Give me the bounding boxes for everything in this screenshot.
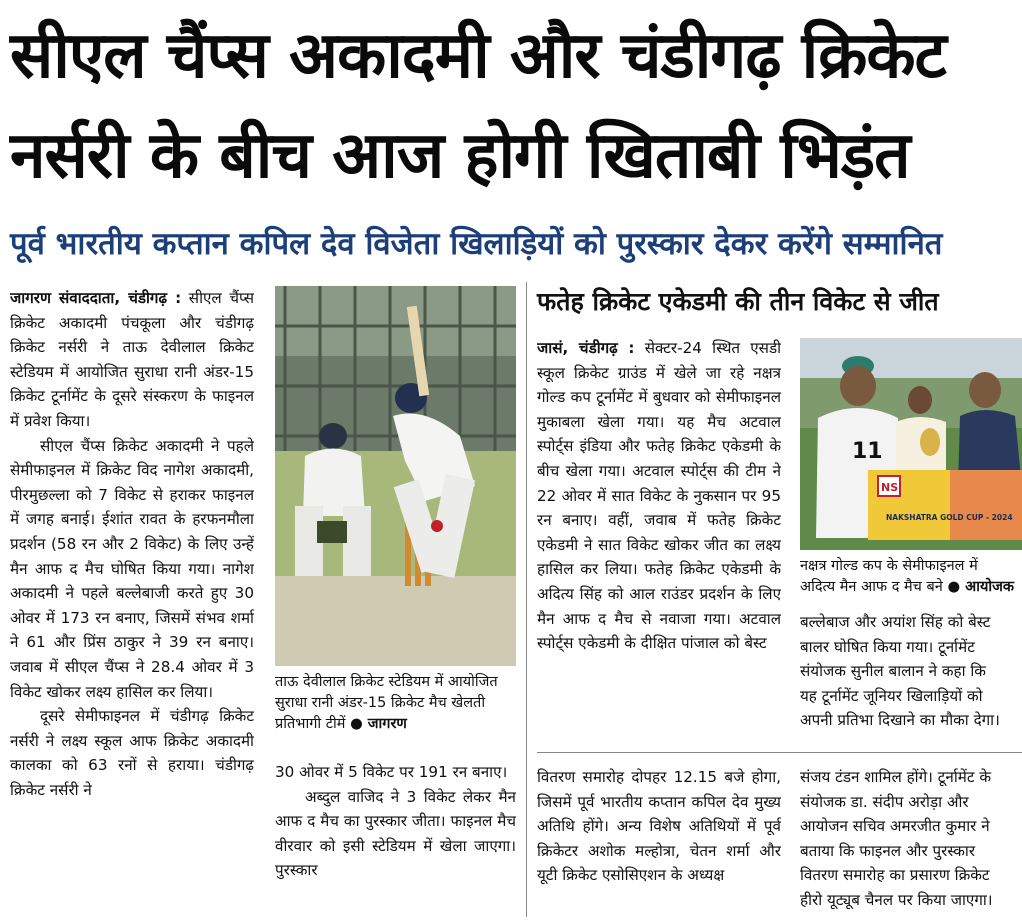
photo1-caption xyxy=(275,672,516,735)
story1-col4-line3: आयोजन सचिव अमरजीत कुमार ने xyxy=(800,817,990,836)
banner-text: NAKSHATRA GOLD CUP - 2024 xyxy=(886,513,1013,522)
story1-column1 xyxy=(10,286,254,921)
column-divider xyxy=(526,282,527,917)
story1-col4-line4: बताया कि फाइनल और पुरस्कार xyxy=(800,841,976,860)
subheadline: पूर्व भारतीय कप्तान कपिल देव विजेता खिलाड़ियों को पुरस्कार देकर करेंगे सम्मानित xyxy=(10,226,943,262)
award-photo xyxy=(800,338,1022,550)
story2-col2-line3: संयोजक सुनील बालान ने कहा कि xyxy=(800,662,986,681)
story2-col2-line1: बल्लेबाज और अयांश सिंह को बेस्ट xyxy=(800,613,991,631)
story1-column2 xyxy=(275,760,516,920)
main-headline-line1: सीएल चैंप्स अकादमी और चंडीगढ़ क्रिकेट xyxy=(10,19,946,93)
photo2-caption-line1: नक्षत्र गोल्ड कप के सेमीफाइनल में xyxy=(800,558,978,574)
story2-column xyxy=(537,336,781,740)
story1-col4-line6: हीरो यूट्यूब चैनल पर किया जाएगा। xyxy=(800,890,993,909)
story1-paragraph4: 30 ओवर में 5 विकेट पर 191 रन बनाए। xyxy=(275,763,508,781)
story1-column3 xyxy=(537,765,781,921)
story2-headline: फतेह क्रिकेट एकेडमी की तीन विकेट से जीत xyxy=(537,287,939,316)
story1-paragraph2: सीएल चैंप्स क्रिकेट अकादमी ने पहले सेमीफाइनल में क्रिकेट विद नागेश अकादमी, पीरमुछल्ला को 7 विकेट से हराकर फाइनल में जगह बनाई। ईशांत रावत के हरफनमौला प्रदर्शन (58 रन और 2 विकेट) के लिए उन्हें मैन आफ द मैच घोषित किया गया। नागेश अकादमी ने पहले बल्लेबाजी करते हुए 30 ओवर में 173 रन बनाए, जिसमें संभव शर्मा ने 61 और प्रिंस ठाकुर ने 39 रन बनाए। जवाब में सीएल चैंप्स ने 28.4 ओवर में 3 विकेट खोकर लक्ष्य हासिल कर लिया। xyxy=(10,436,254,701)
story2-col2-line5: अपनी प्रतिभा दिखाने का मौका देगा। xyxy=(800,711,1000,730)
story1-paragraph6: वितरण समारोह दोपहर 12.15 बजे होगा, जिसमें पूर्व भारतीय कप्तान कपिल देव मुख्य अतिथि होंगे। अन्य विशेष अतिथियों में पूर्व क्रिकेटर अशोक मल्होत्रा, चेतन शर्मा और यूटी क्रिकेट एसोसिएशन के अध्यक्ष xyxy=(537,768,781,885)
photo2-caption-line2: अदित्य मैन आफ द मैच बने xyxy=(800,579,943,595)
story2-paragraph1: सेक्टर-24 स्थित एसडी स्कूल क्रिकेट ग्राउंड में खेले जा रहे नक्षत्र गोल्ड कप टूर्नामेंट में बुधवार को सेमीफाइनल मुकाबला खेला गया। यह मैच अटवाल स्पोर्ट्स इंडिया और फतेह क्रिकेट एकेडमी के बीच खेला गया। अटवाल स्पोर्ट्स की टीम ने 22 ओवर में सात विकेट के नुकसान पर 95 रन बनाए। वहीं, जवाब में फतेह क्रिकेट एकेडमी ने सात विकेट खोकर जीत का लक्ष्य हासिल कर लिया। फतेह क्रिकेट एकेडमी के अदित्य सिंह को आल राउंडर प्रदर्शन के लिए मैन आफ द मैच से नवाजा गया। अटवाल स्पोर्ट्स एकेडमी के दीक्षित पांजाल को बेस्ट xyxy=(537,339,781,653)
banner-logo: NS xyxy=(881,481,899,494)
photo1-credit: ● जागरण xyxy=(350,716,407,732)
story1-col4-line5: वितरण समारोह का प्रसारण क्रिकेट xyxy=(800,866,990,885)
story2-col2-line4: यह टूर्नामेंट जूनियर खिलाड़ियों को xyxy=(800,686,983,705)
cricket-match-photo xyxy=(275,286,516,666)
story2-column2 xyxy=(800,610,1022,740)
story1-column4 xyxy=(800,765,1022,921)
section-divider xyxy=(537,752,1022,753)
story1-paragraph1: सीएल चैंप्स क्रिकेट अकादमी पंचकूला और चंडीगढ़ क्रिकेट नर्सरी ने ताऊ देवीलाल क्रिकेट स्टेडियम में आयोजित सुराधा रानी अंडर-15 क्रिकेट टूर्नामेंट के दूसरे संस्करण के फाइनल में प्रवेश किया। xyxy=(10,289,254,430)
photo1-caption-text: ताऊ देवीलाल क्रिकेट स्टेडियम में आयोजित सुराधा रानी अंडर-15 क्रिकेट मैच खेलती प्रतिभागी टीमें xyxy=(275,674,498,732)
story2-byline: जासं, चंडीगढ़ : xyxy=(537,339,635,357)
story1-paragraph3: दूसरे सेमीफाइनल में चंडीगढ़ क्रिकेट नर्सरी ने लक्ष्य स्कूल आफ क्रिकेट अकादमी कालका को 63 रनों से हराया। चंडीगढ़ क्रिकेट नर्सरी ने xyxy=(10,707,254,799)
story1-col4-line1: संजय टंडन शामिल होंगे। टूर्नामेंट के xyxy=(800,768,991,786)
story2-col2-line2: बालर घोषित किया गया। टूर्नामेंट xyxy=(800,637,975,656)
jersey-number: 11 xyxy=(852,439,883,464)
story1-byline: जागरण संवाददाता, चंडीगढ़ : xyxy=(10,289,182,307)
main-headline-line2: नर्सरी के बीच आज होगी खिताबी भिड़ंत xyxy=(10,119,910,193)
photo2-caption xyxy=(800,556,1022,598)
story1-col4-line2: संयोजक डा. संदीप अरोड़ा और xyxy=(800,792,969,811)
story1-paragraph5: अब्दुल वाजिद ने 3 विकेट लेकर मैन आफ द मैच का पुरस्कार जीता। फाइनल मैच वीरवार को इसी स्टेडियम में खेला जाएगा। पुरस्कार xyxy=(275,787,516,880)
photo2-credit: ● आयोजक xyxy=(947,579,1015,595)
